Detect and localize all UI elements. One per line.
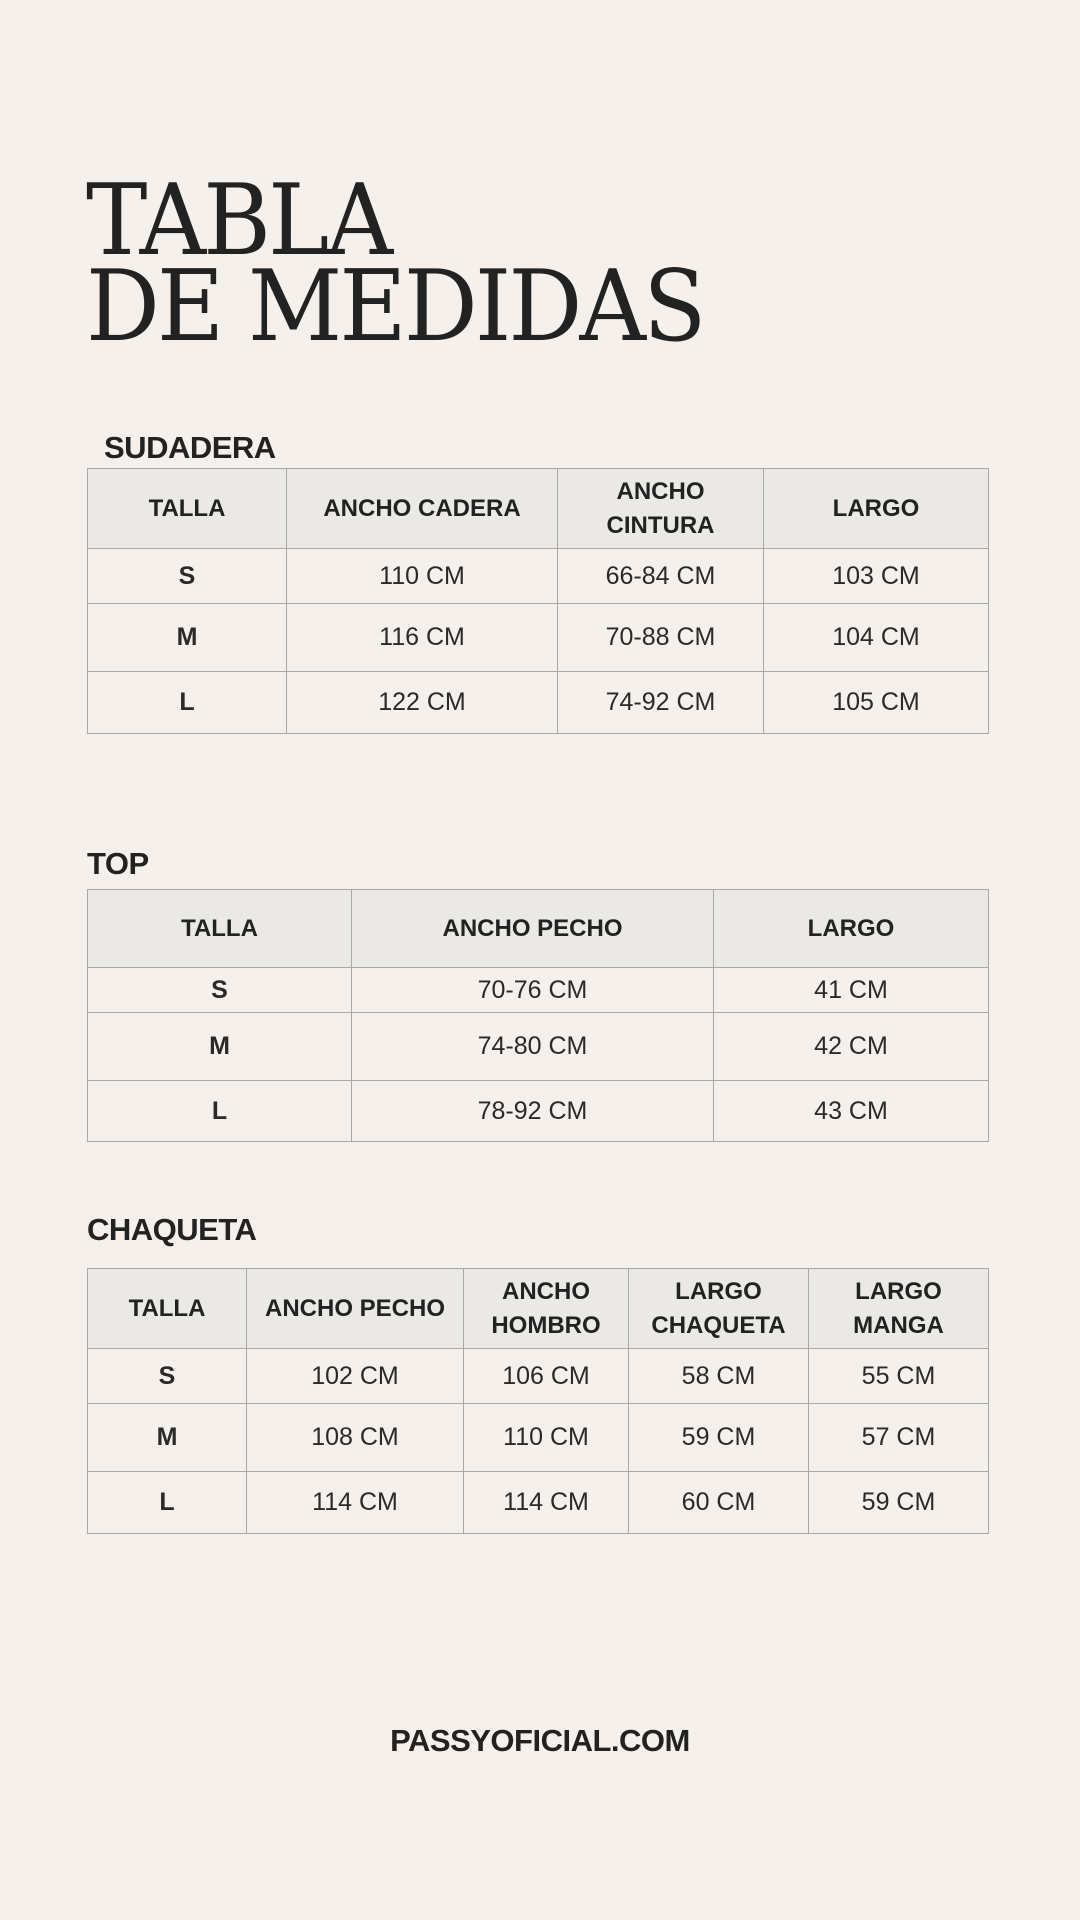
table-cell: 78-92 CM	[352, 1081, 714, 1142]
table-cell: 104 CM	[764, 604, 989, 672]
size-cell: S	[88, 1349, 247, 1404]
sudadera-heading: SUDADERA	[104, 430, 276, 465]
table-row	[88, 968, 989, 1013]
table-cell: 42 CM	[714, 1013, 989, 1081]
column-header: ANCHO CADERA	[287, 469, 558, 549]
table-cell: 55 CM	[809, 1349, 989, 1404]
chaqueta-table	[87, 1268, 989, 1534]
size-cell: M	[88, 1013, 352, 1081]
top-table	[87, 889, 989, 1142]
column-header: TALLA	[88, 890, 352, 968]
table-cell: 43 CM	[714, 1081, 989, 1142]
table-cell: 70-76 CM	[352, 968, 714, 1013]
table-cell: 103 CM	[764, 549, 989, 604]
table-header-row	[88, 469, 989, 549]
size-cell: M	[88, 604, 287, 672]
column-header: LARGO CHAQUETA	[629, 1269, 809, 1349]
column-header: ANCHO PECHO	[352, 890, 714, 968]
size-cell: L	[88, 672, 287, 734]
table-cell: 74-80 CM	[352, 1013, 714, 1081]
column-header: TALLA	[88, 1269, 247, 1349]
table-row	[88, 672, 989, 734]
table-cell: 114 CM	[247, 1472, 464, 1534]
table-row	[88, 549, 989, 604]
table-header-row	[88, 890, 989, 968]
size-cell: S	[88, 549, 287, 604]
size-cell: S	[88, 968, 352, 1013]
column-header: ANCHO CINTURA	[558, 469, 764, 549]
table-row	[88, 604, 989, 672]
sudadera-table	[87, 468, 989, 734]
page-title	[86, 164, 704, 364]
table-row	[88, 1013, 989, 1081]
page-title-line-1: TABLA	[86, 164, 391, 278]
column-header: LARGO	[764, 469, 989, 549]
table-cell: 108 CM	[247, 1404, 464, 1472]
column-header: LARGO	[714, 890, 989, 968]
table-cell: 116 CM	[287, 604, 558, 672]
table-cell: 57 CM	[809, 1404, 989, 1472]
table-cell: 114 CM	[464, 1472, 629, 1534]
table-cell: 74-92 CM	[558, 672, 764, 734]
table-row	[88, 1472, 989, 1534]
size-cell: L	[88, 1081, 352, 1142]
table-cell: 110 CM	[464, 1404, 629, 1472]
table-cell: 105 CM	[764, 672, 989, 734]
column-header: LARGO MANGA	[809, 1269, 989, 1349]
table-cell: 60 CM	[629, 1472, 809, 1534]
table-cell: 106 CM	[464, 1349, 629, 1404]
size-cell: L	[88, 1472, 247, 1534]
table-cell: 58 CM	[629, 1349, 809, 1404]
table-cell: 122 CM	[287, 672, 558, 734]
column-header: ANCHO HOMBRO	[464, 1269, 629, 1349]
column-header: ANCHO PECHO	[247, 1269, 464, 1349]
table-cell: 70-88 CM	[558, 604, 764, 672]
website-link[interactable]: PASSYOFICIAL.COM	[390, 1723, 690, 1758]
page-title-line-2: DE MEDIDAS	[86, 250, 704, 364]
column-header: TALLA	[88, 469, 287, 549]
table-cell: 110 CM	[287, 549, 558, 604]
table-row	[88, 1404, 989, 1472]
top-heading: TOP	[87, 846, 149, 881]
table-row	[88, 1349, 989, 1404]
table-cell: 66-84 CM	[558, 549, 764, 604]
table-cell: 102 CM	[247, 1349, 464, 1404]
table-cell: 59 CM	[809, 1472, 989, 1534]
table-row	[88, 1081, 989, 1142]
chaqueta-heading: CHAQUETA	[87, 1212, 257, 1247]
table-cell: 59 CM	[629, 1404, 809, 1472]
table-header-row	[88, 1269, 989, 1349]
table-cell: 41 CM	[714, 968, 989, 1013]
size-cell: M	[88, 1404, 247, 1472]
